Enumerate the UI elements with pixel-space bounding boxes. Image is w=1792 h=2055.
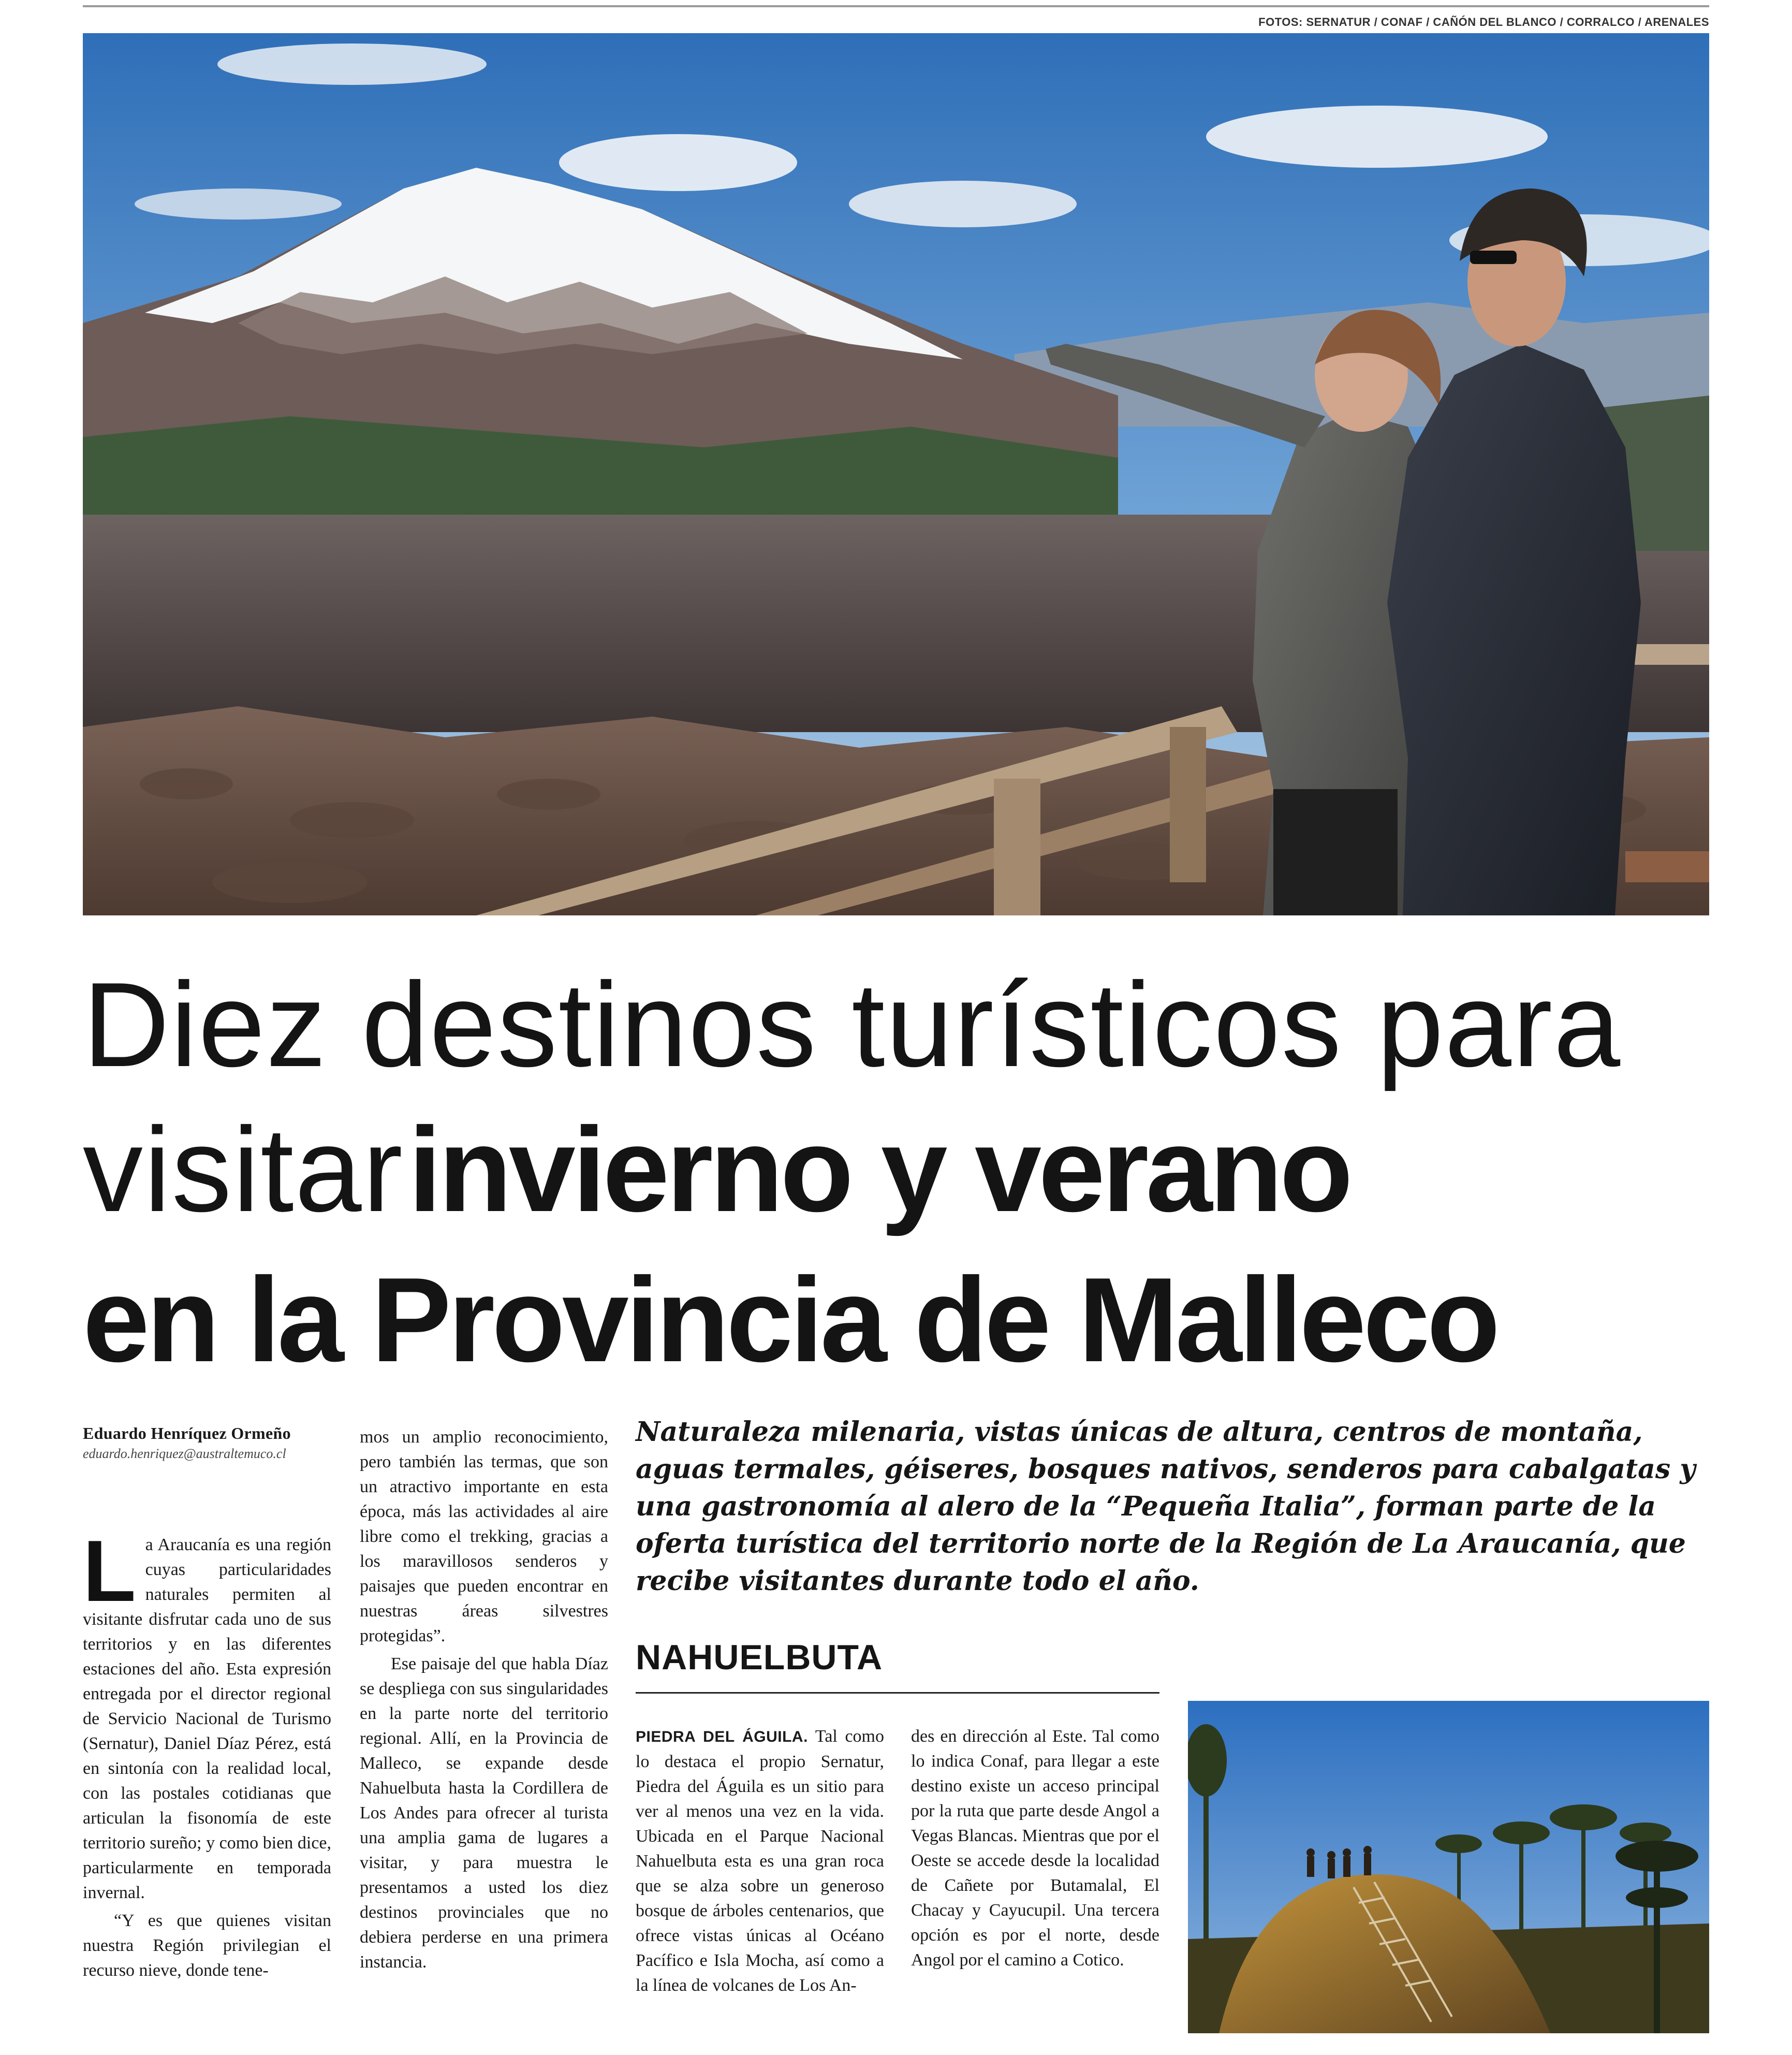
body-paragraph: “Y es que quienes visitan nuestra Región privilegian el recurso nieve, donde tene- (83, 1911, 331, 1980)
body-paragraph: Ese paisaje del que habla Díaz se despliega con sus singularidades en la parte norte del territorio regional. Allí, en la Provincia de Malleco, se expande desde Nahuelbuta hasta la Cordillera de Los Andes para ofrecer al turista una amplia gama de lugares a visitar, y para muestra le presentamos a usted los diez destinos provinciales que no debiera perderse en una primera instancia. (360, 1654, 608, 1972)
side-photo (1188, 1701, 1709, 2033)
section-title: NAHUELBUTA (636, 1638, 883, 1677)
drop-cap: L (83, 1522, 136, 1620)
headline-line-2 (83, 1098, 1739, 1243)
author-name: Eduardo Henríquez Ormeño (83, 1424, 291, 1442)
top-rule (83, 5, 1709, 7)
headline-line-3: en la Provincia de Malleco (83, 1253, 1497, 1387)
headline (83, 953, 1739, 1393)
body-paragraph-intro (83, 1522, 331, 1905)
headline-line-2-bold: invierno y verano (408, 1103, 1350, 1237)
intro-text: a Araucanía es una región cuyas particularidades naturales permiten al visitante disfrutar cada uno de sus territorios y en las diferentes estaciones del año. Esta expresión entregada por el director regional de Servicio Nacional de Turismo (Sernatur), Daniel Díaz Pérez, está en sintonía con la realidad local, con las postales cotidianas que articulan la fisonomía de este territorio sureño; y como bien dice, particularmente en temporada invernal. (83, 1535, 331, 1902)
author-email[interactable]: eduardo.henriquez@australtemuco.cl (83, 1446, 286, 1461)
hero-photo (83, 33, 1709, 915)
body-paragraph: des en dirección al Este. Tal como lo indica Conaf, para llegar a este destino existe un acceso principal por la ruta que parte desde Angol a Vegas Blancas. Mientras que por el Oeste se accede desde la localidad de Cañete por Butamalal, El Chacay y Cayucupil. Una tercera opción es por el norte, desde Angol por el camino a Cotico. (911, 1727, 1159, 1970)
body-paragraph: mos un amplio reconocimiento, pero también las termas, que son un atractivo importante en esta época, más las actividades al aire libre como el trekking, gracias a los maravillosos senderos y paisajes que pueden encontrar en nuestras áreas silvestres protegidas”. (360, 1427, 608, 1645)
body-paragraph (636, 1724, 884, 1998)
byline (83, 1424, 331, 1462)
body-column-1 (83, 1522, 331, 1986)
section-rule (636, 1692, 1159, 1694)
subsection-text: Tal como lo destaca el propio Sernatur, Piedra del Águila es un sitio para ver al menos una vez en la vida. Ubicada en el Parque Nacional Nahuelbuta esta es una gran roca que se alza sobre un generoso bosque de árboles centenarios, que ofrece vistas únicas al Océano Pacífico e Isla Mocha, así como a la línea de volcanes de Los An- (636, 1727, 884, 1995)
body-column-3 (636, 1724, 884, 2001)
volcano-photo-icon (83, 33, 1709, 915)
body-column-4 (911, 1724, 1159, 1976)
subsection-lead-label: PIEDRA DEL ÁGUILA. (636, 1728, 808, 1745)
body-column-2 (360, 1425, 608, 1978)
article-deck: Naturaleza milenaria, vistas únicas de altura, centros de montaña, aguas termales, géiseres, bosques nativos, senderos para cabalgatas y una gastronomía al alero de la “Pequeña Italia”, forman parte de la oferta turística del territorio norte de la Región de La Araucanía, que recibe visitantes durante todo el año. (636, 1416, 1696, 1597)
headline-line-1: Diez destinos turísticos para (83, 958, 1622, 1092)
headline-line-2-light: visitar (83, 1103, 404, 1237)
araucaria-rock-photo-icon (1188, 1701, 1709, 2033)
photo-credits: FOTOS: SERNATUR / CONAF / CAÑÓN DEL BLANCO / CORRALCO / ARENALES (1258, 16, 1709, 28)
